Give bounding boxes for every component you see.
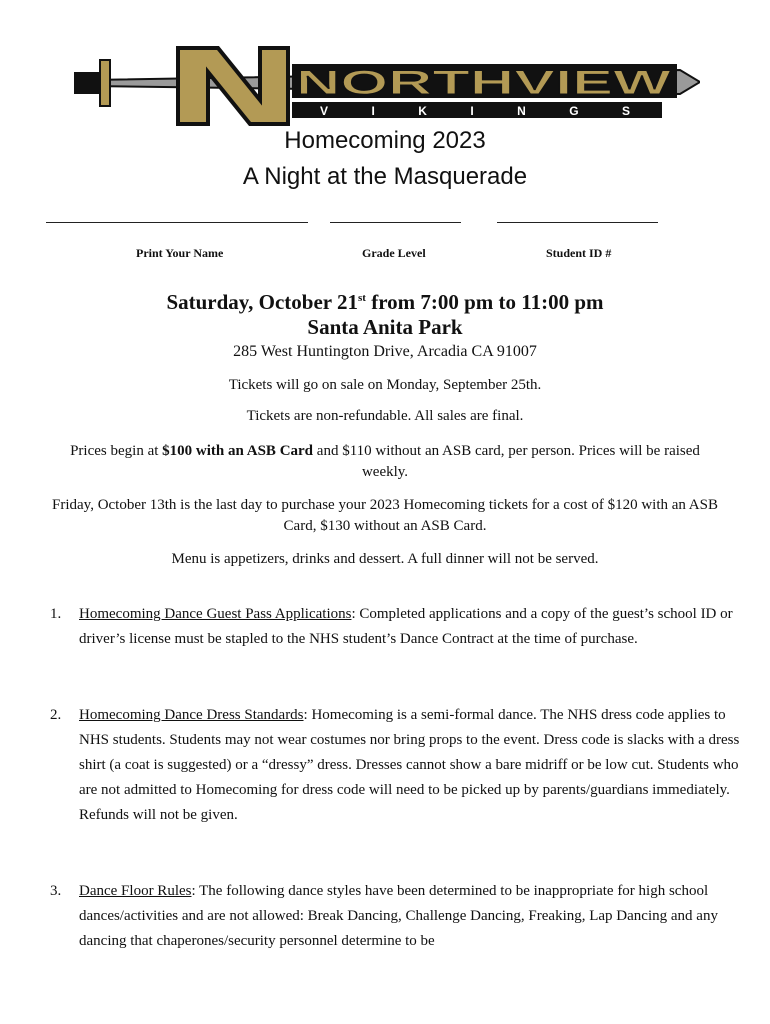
rule-text: : Homecoming is a semi-formal dance. The NHS dress code applies to NHS students. Students may not wear costumes nor bring props to the event. Dress code is slacks with a dress shirt (a coat is suggested) or a “dressy” dress. Dresses cannot show a bare midriff or be low cut. Students who are not admitted to Homecoming for dress code will need to be picked up by parents/guardians immediately. Refunds will not be given. bbox=[79, 707, 740, 823]
list-item bbox=[50, 703, 740, 828]
name-field-line[interactable] bbox=[46, 222, 308, 223]
price-asb: $100 with an ASB Card bbox=[162, 443, 314, 459]
event-time: from 7:00 pm to 11:00 pm bbox=[365, 290, 604, 314]
page-subtitle: A Night at the Masquerade bbox=[242, 163, 528, 190]
menu-info: Menu is appetizers, drinks and dessert. A full dinner will not be served. bbox=[171, 551, 599, 567]
price-rest: and $110 without an ASB card, per person. Prices will be raised weekly. bbox=[313, 443, 700, 480]
rule-title: Dance Floor Rules bbox=[79, 883, 192, 899]
list-number: 2. bbox=[50, 707, 62, 723]
rule-title: Homecoming Dance Guest Pass Applications bbox=[79, 606, 352, 622]
rule-text: : Completed applications and a copy of the guest’s school ID or driver’s license must be stapled to the NHS student’s Dance Contract at the time of purchase. bbox=[79, 606, 733, 647]
event-date-main: Saturday, October 21 bbox=[166, 290, 358, 314]
name-label: Print Your Name bbox=[136, 246, 224, 260]
deadline-info: Friday, October 13th is the last day to purchase your 2023 Homecoming tickets for a cost of $120 with an ASB Card, $130 without an ASB Card. bbox=[52, 497, 718, 534]
rule-text: : The following dance styles have been determined to be inappropriate for high school dances/activities and are not allowed: Break Dancing, Challenge Dancing, Freaking, Lap Dancing and any dancing that chaperones/security personnel determine to be bbox=[79, 883, 718, 949]
list-item bbox=[50, 602, 740, 652]
refund-info: Tickets are non-refundable. All sales are final. bbox=[246, 408, 524, 424]
event-date bbox=[0, 284, 770, 316]
price-info bbox=[50, 441, 720, 483]
grade-field-line[interactable] bbox=[330, 222, 461, 223]
logo-wordmark: NORTHVIEW bbox=[296, 64, 673, 102]
page-title: Homecoming 2023 bbox=[284, 127, 486, 154]
northview-vikings-logo bbox=[70, 40, 700, 130]
logo-vikings: V I K I N G S bbox=[320, 104, 630, 118]
student-id-field-line[interactable] bbox=[497, 222, 658, 223]
list-item bbox=[50, 879, 740, 954]
event-venue: Santa Anita Park bbox=[307, 315, 463, 339]
ticket-sale-info: Tickets will go on sale on Monday, September 25th. bbox=[228, 377, 542, 393]
grade-label: Grade Level bbox=[362, 246, 426, 260]
rule-title: Homecoming Dance Dress Standards bbox=[79, 707, 304, 723]
list-number: 1. bbox=[50, 606, 62, 622]
student-id-label: Student ID # bbox=[546, 246, 612, 260]
event-date-suffix: st bbox=[358, 292, 366, 304]
list-number: 3. bbox=[50, 883, 62, 899]
price-intro: Prices begin at bbox=[70, 443, 163, 459]
event-address: 285 West Huntington Drive, Arcadia CA 91007 bbox=[233, 343, 537, 360]
